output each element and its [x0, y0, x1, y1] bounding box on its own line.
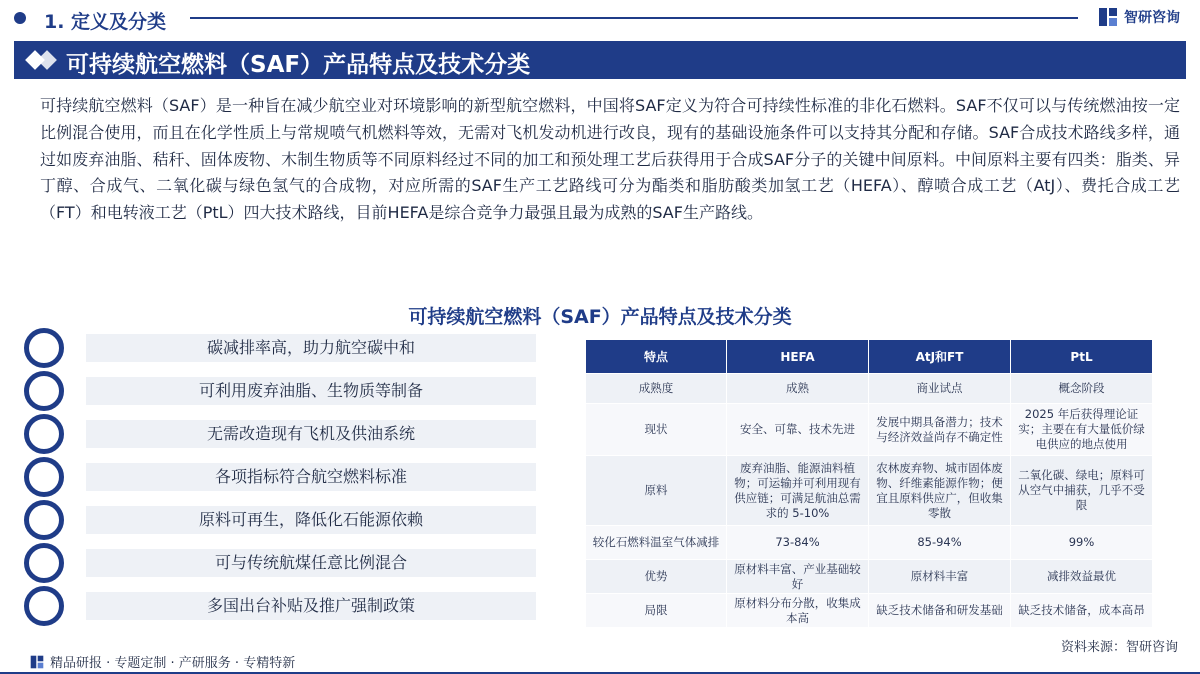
table-cell: 发展中期具备潜力；技术与经济效益尚存不确定性 — [869, 404, 1011, 456]
table-cell: 73-84% — [727, 526, 869, 560]
table-cell: 商业试点 — [869, 374, 1011, 404]
table-cell: 2025 年后获得理论证实；主要在有大量低价绿电供应的地点使用 — [1011, 404, 1153, 456]
table-row — [586, 594, 1153, 628]
feature-text: 各项指标符合航空燃料标准 — [214, 467, 407, 486]
circle-bullet-icon — [24, 414, 64, 454]
section-bullet-icon — [14, 12, 26, 24]
top-bar — [0, 0, 1200, 36]
feature-text: 可与传统航煤任意比例混合 — [214, 553, 407, 572]
page-title: 可持续航空燃料（SAF）产品特点及技术分类 — [66, 52, 531, 78]
logo-icon — [1098, 7, 1118, 27]
list-item — [20, 371, 540, 411]
circle-bullet-icon — [24, 328, 64, 368]
list-item — [20, 586, 540, 626]
list-item — [20, 328, 540, 368]
intro-paragraph: 可持续航空燃料（SAF）是一种旨在减少航空业对环境影响的新型航空燃料，中国将SAF定义为符合可持续性标准的非化石燃料。SAF不仅可以与传统燃油按一定比例混合使用，而且在化学性质上与常规喷气机燃料等效，无需对飞机发动机进行改良，现有的基础设施条件可以支持其分配和存储。SAF合成技术路线多样，通过如废弃油脂、秸秆、固体废物、木制生物质等不同原料经过不同的加工和预处理工艺后获得用于合成SAF分子的关键中间原料。中间原料主要有四类：脂类、异丁醇、合成气、二氧化碳与绿色氢气的合成物，对应所需的SAF生产工艺路线可分为酯类和脂肪酸类加氢工艺（HEFA）、醇喷合成工艺（AtJ）、费托合成工艺（FT）和电转液工艺（PtL）四大技术路线，目前HEFA是综合竞争力最强且最为成熟的SAF生产路线。 — [40, 96, 1180, 223]
feature-text: 原料可再生，降低化石能源依赖 — [198, 510, 423, 529]
row-label: 原料 — [586, 456, 727, 526]
header-divider — [190, 17, 1078, 19]
table-row — [586, 404, 1153, 456]
table-row — [586, 456, 1153, 526]
table-cell: 二氧化碳、绿电；原料可从空气中捕获，几乎不受限 — [1011, 456, 1153, 526]
title-banner — [14, 41, 1186, 79]
table-cell: 农林废弃物、城市固体废物、纤维素能源作物；便宜且原料供应广，但收集零散 — [869, 456, 1011, 526]
list-item — [20, 457, 540, 497]
table-cell: 85-94% — [869, 526, 1011, 560]
diamond-icon — [37, 50, 57, 70]
table-cell: 成熟 — [727, 374, 869, 404]
table-cell: 概念阶段 — [1011, 374, 1153, 404]
feature-text: 碳减排率高，助力航空碳中和 — [206, 338, 415, 357]
list-item — [20, 414, 540, 454]
column-header: AtJ和FT — [869, 340, 1011, 374]
circle-bullet-icon — [24, 500, 64, 540]
circle-bullet-icon — [24, 586, 64, 626]
table-cell: 原材料分布分散，收集成本高 — [727, 594, 869, 628]
row-label: 局限 — [586, 594, 727, 628]
table-row — [586, 526, 1153, 560]
row-label: 现状 — [586, 404, 727, 456]
tech-comparison-table — [585, 339, 1153, 628]
column-header: HEFA — [727, 340, 869, 374]
circle-bullet-icon — [24, 371, 64, 411]
table-cell: 原材料丰富 — [869, 560, 1011, 594]
table-row — [586, 374, 1153, 404]
feature-text: 可利用废弃油脂、生物质等制备 — [198, 381, 423, 400]
table-cell: 减排效益最优 — [1011, 560, 1153, 594]
source-note: 资料来源：智研咨询 — [1060, 640, 1178, 655]
table-cell: 缺乏技术储备和研发基础 — [869, 594, 1011, 628]
table-cell: 缺乏技术储备，成本高昂 — [1011, 594, 1153, 628]
feature-text: 无需改造现有飞机及供油系统 — [206, 424, 415, 443]
list-item — [20, 543, 540, 583]
row-label: 优势 — [586, 560, 727, 594]
table-cell: 安全、可靠、技术先进 — [727, 404, 869, 456]
table-cell: 99% — [1011, 526, 1153, 560]
figure-title: 可持续航空燃料（SAF）产品特点及技术分类 — [408, 306, 792, 328]
brand-logo — [1098, 5, 1180, 29]
column-header: PtL — [1011, 340, 1153, 374]
table-header-row — [586, 340, 1153, 374]
column-header: 特点 — [586, 340, 727, 374]
list-item — [20, 500, 540, 540]
footer-tagline — [30, 652, 295, 671]
circle-bullet-icon — [24, 457, 64, 497]
row-label: 成熟度 — [586, 374, 727, 404]
row-label: 较化石燃料温室气体减排 — [586, 526, 727, 560]
table-cell: 废弃油脂、能源油料植物；可运输并可利用现有供应链；可满足航油总需求的 5-10% — [727, 456, 869, 526]
table-cell: 原材料丰富、产业基础较好 — [727, 560, 869, 594]
table-row — [586, 560, 1153, 594]
feature-list — [20, 328, 540, 628]
footer-text: 精品研报 · 专题定制 · 产研服务 · 专精特新 — [50, 656, 296, 671]
circle-bullet-icon — [24, 543, 64, 583]
feature-text: 多国出台补贴及推广强制政策 — [206, 596, 415, 615]
logo-text: 智研咨询 — [1124, 10, 1180, 26]
logo-icon — [30, 655, 44, 669]
section-title: 1. 定义及分类 — [44, 11, 167, 33]
